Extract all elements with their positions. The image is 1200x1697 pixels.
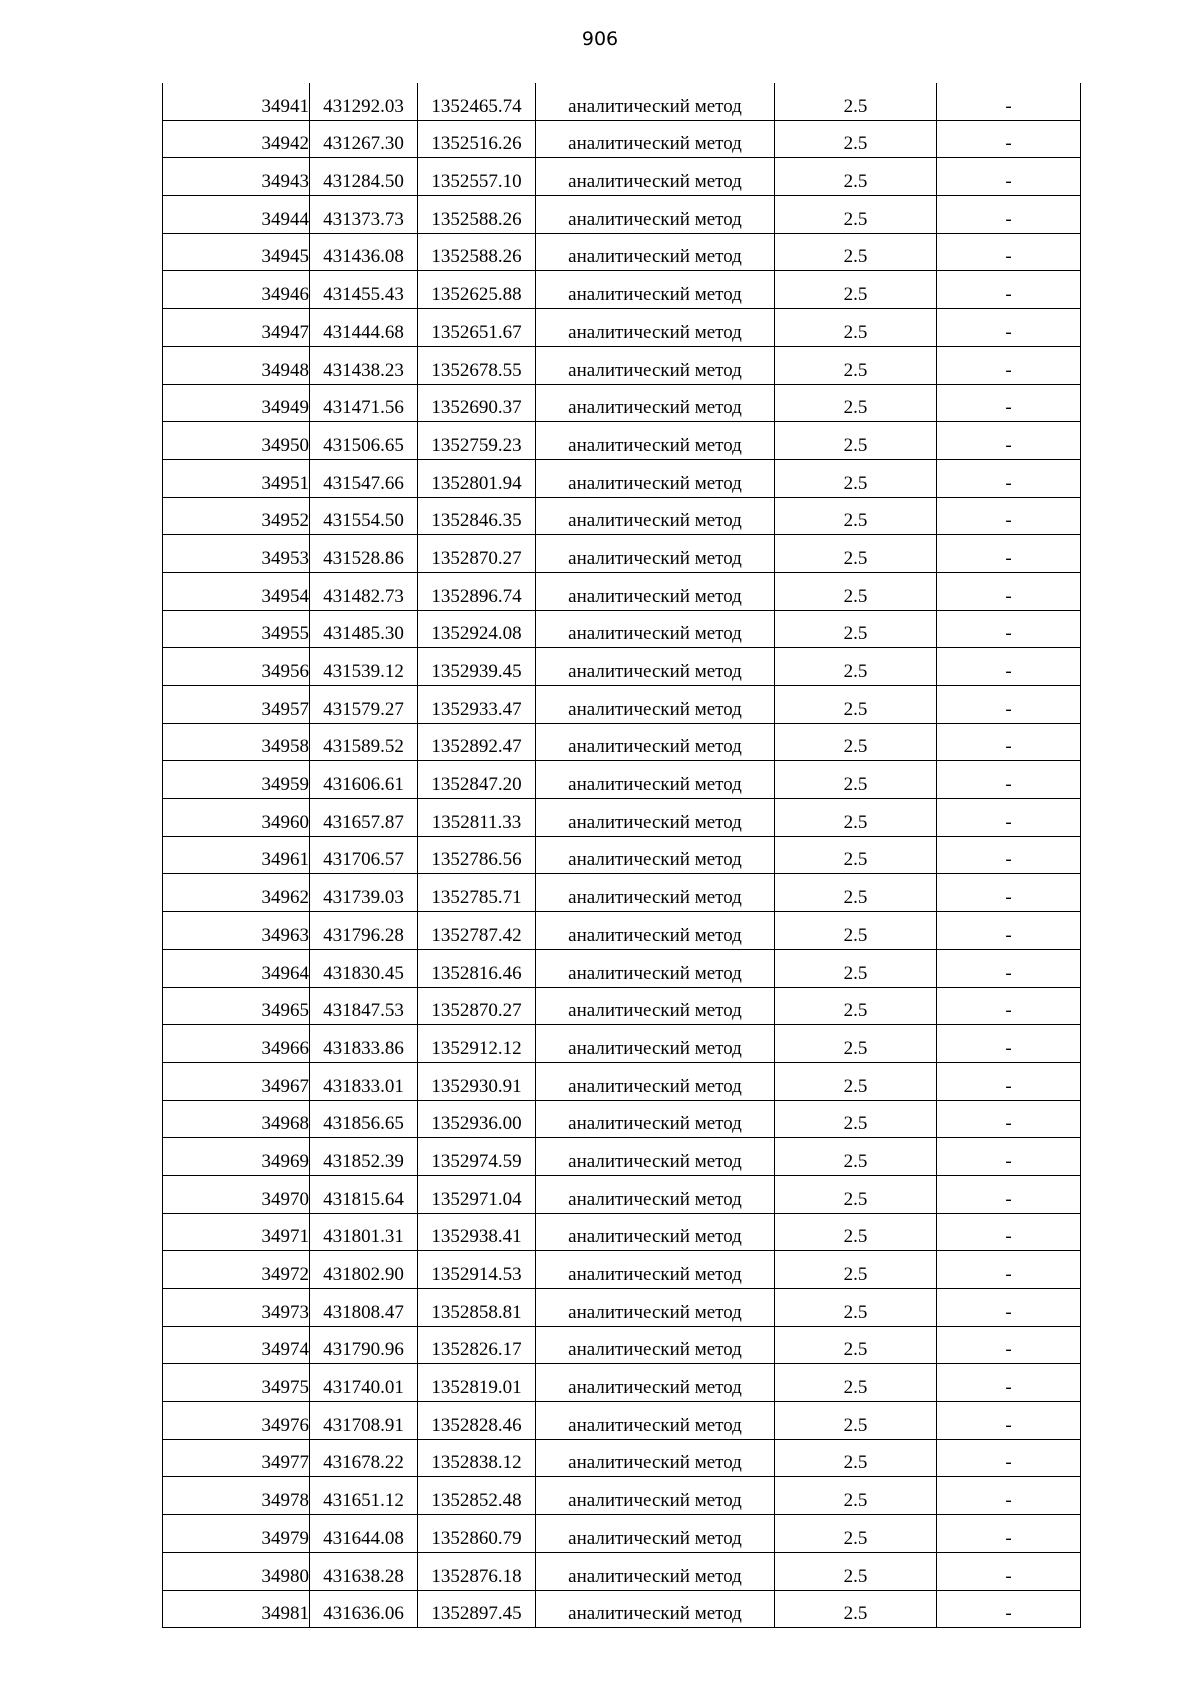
y-coordinate-cell: 1352759.23	[418, 422, 536, 460]
y-coordinate-cell: 1352465.74	[418, 83, 536, 120]
note-cell: -	[937, 1326, 1081, 1364]
point-number-cell: 34946	[163, 271, 310, 309]
y-coordinate-cell: 1352897.45	[418, 1590, 536, 1628]
note-cell: -	[937, 271, 1081, 309]
point-number-cell: 34976	[163, 1402, 310, 1440]
accuracy-cell: 2.5	[775, 1402, 937, 1440]
point-number-cell: 34953	[163, 535, 310, 573]
x-coordinate-cell: 431444.68	[310, 309, 418, 347]
table-row	[163, 1326, 1081, 1364]
y-coordinate-cell: 1352938.41	[418, 1213, 536, 1251]
y-coordinate-cell: 1352678.55	[418, 346, 536, 384]
x-coordinate-cell: 431579.27	[310, 686, 418, 724]
x-coordinate-cell: 431708.91	[310, 1402, 418, 1440]
accuracy-cell: 2.5	[775, 1289, 937, 1327]
x-coordinate-cell: 431638.28	[310, 1552, 418, 1590]
accuracy-cell: 2.5	[775, 1175, 937, 1213]
method-cell: аналитический метод	[536, 1402, 775, 1440]
y-coordinate-cell: 1352838.12	[418, 1439, 536, 1477]
table-row	[163, 459, 1081, 497]
x-coordinate-cell: 431506.65	[310, 422, 418, 460]
note-cell: -	[937, 346, 1081, 384]
table-row	[163, 1552, 1081, 1590]
x-coordinate-cell: 431436.08	[310, 233, 418, 271]
method-cell: аналитический метод	[536, 1515, 775, 1553]
page-number: 906	[581, 28, 619, 50]
x-coordinate-cell: 431706.57	[310, 836, 418, 874]
note-cell: -	[937, 309, 1081, 347]
method-cell: аналитический метод	[536, 1326, 775, 1364]
y-coordinate-cell: 1352974.59	[418, 1138, 536, 1176]
table-row	[163, 799, 1081, 837]
table-row	[163, 1213, 1081, 1251]
accuracy-cell: 2.5	[775, 535, 937, 573]
point-number-cell: 34954	[163, 572, 310, 610]
y-coordinate-cell: 1352930.91	[418, 1062, 536, 1100]
note-cell: -	[937, 422, 1081, 460]
note-cell: -	[937, 912, 1081, 950]
table-row	[163, 1025, 1081, 1063]
x-coordinate-cell: 431539.12	[310, 648, 418, 686]
method-cell: аналитический метод	[536, 1062, 775, 1100]
accuracy-cell: 2.5	[775, 761, 937, 799]
y-coordinate-cell: 1352816.46	[418, 949, 536, 987]
y-coordinate-cell: 1352971.04	[418, 1175, 536, 1213]
table-row	[163, 648, 1081, 686]
x-coordinate-cell: 431547.66	[310, 459, 418, 497]
coordinates-table	[162, 83, 1081, 1628]
accuracy-cell: 2.5	[775, 271, 937, 309]
method-cell: аналитический метод	[536, 686, 775, 724]
method-cell: аналитический метод	[536, 1213, 775, 1251]
y-coordinate-cell: 1352588.26	[418, 233, 536, 271]
point-number-cell: 34978	[163, 1477, 310, 1515]
x-coordinate-cell: 431847.53	[310, 987, 418, 1025]
x-coordinate-cell: 431644.08	[310, 1515, 418, 1553]
point-number-cell: 34966	[163, 1025, 310, 1063]
table-row	[163, 83, 1081, 120]
y-coordinate-cell: 1352936.00	[418, 1100, 536, 1138]
method-cell: аналитический метод	[536, 346, 775, 384]
note-cell: -	[937, 1402, 1081, 1440]
y-coordinate-cell: 1352933.47	[418, 686, 536, 724]
table-row	[163, 120, 1081, 158]
method-cell: аналитический метод	[536, 572, 775, 610]
accuracy-cell: 2.5	[775, 1515, 937, 1553]
y-coordinate-cell: 1352787.42	[418, 912, 536, 950]
point-number-cell: 34949	[163, 384, 310, 422]
table-row	[163, 535, 1081, 573]
note-cell: -	[937, 1100, 1081, 1138]
table-row	[163, 309, 1081, 347]
point-number-cell: 34980	[163, 1552, 310, 1590]
y-coordinate-cell: 1352801.94	[418, 459, 536, 497]
note-cell: -	[937, 572, 1081, 610]
x-coordinate-cell: 431482.73	[310, 572, 418, 610]
accuracy-cell: 2.5	[775, 1477, 937, 1515]
point-number-cell: 34947	[163, 309, 310, 347]
accuracy-cell: 2.5	[775, 572, 937, 610]
table-row	[163, 422, 1081, 460]
x-coordinate-cell: 431808.47	[310, 1289, 418, 1327]
point-number-cell: 34970	[163, 1175, 310, 1213]
x-coordinate-cell: 431589.52	[310, 723, 418, 761]
method-cell: аналитический метод	[536, 422, 775, 460]
point-number-cell: 34942	[163, 120, 310, 158]
point-number-cell: 34959	[163, 761, 310, 799]
x-coordinate-cell: 431856.65	[310, 1100, 418, 1138]
table-row	[163, 233, 1081, 271]
y-coordinate-cell: 1352896.74	[418, 572, 536, 610]
table-row	[163, 1590, 1081, 1628]
accuracy-cell: 2.5	[775, 1251, 937, 1289]
x-coordinate-cell: 431267.30	[310, 120, 418, 158]
table-row	[163, 912, 1081, 950]
table-row	[163, 1364, 1081, 1402]
y-coordinate-cell: 1352858.81	[418, 1289, 536, 1327]
note-cell: -	[937, 158, 1081, 196]
method-cell: аналитический метод	[536, 1025, 775, 1063]
method-cell: аналитический метод	[536, 535, 775, 573]
y-coordinate-cell: 1352516.26	[418, 120, 536, 158]
accuracy-cell: 2.5	[775, 459, 937, 497]
point-number-cell: 34943	[163, 158, 310, 196]
table-row	[163, 1402, 1081, 1440]
x-coordinate-cell: 431678.22	[310, 1439, 418, 1477]
accuracy-cell: 2.5	[775, 1552, 937, 1590]
y-coordinate-cell: 1352914.53	[418, 1251, 536, 1289]
y-coordinate-cell: 1352826.17	[418, 1326, 536, 1364]
note-cell: -	[937, 874, 1081, 912]
point-number-cell: 34963	[163, 912, 310, 950]
table-row	[163, 271, 1081, 309]
table-row	[163, 874, 1081, 912]
y-coordinate-cell: 1352939.45	[418, 648, 536, 686]
point-number-cell: 34968	[163, 1100, 310, 1138]
method-cell: аналитический метод	[536, 1138, 775, 1176]
method-cell: аналитический метод	[536, 949, 775, 987]
accuracy-cell: 2.5	[775, 120, 937, 158]
y-coordinate-cell: 1352828.46	[418, 1402, 536, 1440]
point-number-cell: 34951	[163, 459, 310, 497]
table-row	[163, 1138, 1081, 1176]
accuracy-cell: 2.5	[775, 912, 937, 950]
point-number-cell: 34957	[163, 686, 310, 724]
accuracy-cell: 2.5	[775, 1590, 937, 1628]
note-cell: -	[937, 1289, 1081, 1327]
x-coordinate-cell: 431606.61	[310, 761, 418, 799]
table-row	[163, 949, 1081, 987]
x-coordinate-cell: 431830.45	[310, 949, 418, 987]
accuracy-cell: 2.5	[775, 949, 937, 987]
y-coordinate-cell: 1352588.26	[418, 196, 536, 234]
note-cell: -	[937, 384, 1081, 422]
x-coordinate-cell: 431284.50	[310, 158, 418, 196]
x-coordinate-cell: 431852.39	[310, 1138, 418, 1176]
x-coordinate-cell: 431796.28	[310, 912, 418, 950]
y-coordinate-cell: 1352785.71	[418, 874, 536, 912]
point-number-cell: 34981	[163, 1590, 310, 1628]
point-number-cell: 34950	[163, 422, 310, 460]
note-cell: -	[937, 1515, 1081, 1553]
accuracy-cell: 2.5	[775, 799, 937, 837]
accuracy-cell: 2.5	[775, 648, 937, 686]
accuracy-cell: 2.5	[775, 309, 937, 347]
accuracy-cell: 2.5	[775, 83, 937, 120]
note-cell: -	[937, 1552, 1081, 1590]
table-row	[163, 723, 1081, 761]
y-coordinate-cell: 1352860.79	[418, 1515, 536, 1553]
table-row	[163, 1062, 1081, 1100]
note-cell: -	[937, 1477, 1081, 1515]
y-coordinate-cell: 1352852.48	[418, 1477, 536, 1515]
note-cell: -	[937, 1175, 1081, 1213]
note-cell: -	[937, 196, 1081, 234]
note-cell: -	[937, 1062, 1081, 1100]
method-cell: аналитический метод	[536, 233, 775, 271]
y-coordinate-cell: 1352892.47	[418, 723, 536, 761]
note-cell: -	[937, 987, 1081, 1025]
table-row	[163, 158, 1081, 196]
x-coordinate-cell: 431373.73	[310, 196, 418, 234]
point-number-cell: 34971	[163, 1213, 310, 1251]
y-coordinate-cell: 1352870.27	[418, 987, 536, 1025]
method-cell: аналитический метод	[536, 120, 775, 158]
x-coordinate-cell: 431636.06	[310, 1590, 418, 1628]
point-number-cell: 34941	[163, 83, 310, 120]
point-number-cell: 34955	[163, 610, 310, 648]
method-cell: аналитический метод	[536, 761, 775, 799]
x-coordinate-cell: 431485.30	[310, 610, 418, 648]
note-cell: -	[937, 497, 1081, 535]
note-cell: -	[937, 535, 1081, 573]
y-coordinate-cell: 1352924.08	[418, 610, 536, 648]
method-cell: аналитический метод	[536, 459, 775, 497]
table-row	[163, 1439, 1081, 1477]
accuracy-cell: 2.5	[775, 987, 937, 1025]
point-number-cell: 34945	[163, 233, 310, 271]
table-row	[163, 572, 1081, 610]
method-cell: аналитический метод	[536, 1289, 775, 1327]
accuracy-cell: 2.5	[775, 610, 937, 648]
x-coordinate-cell: 431651.12	[310, 1477, 418, 1515]
point-number-cell: 34960	[163, 799, 310, 837]
point-number-cell: 34958	[163, 723, 310, 761]
method-cell: аналитический метод	[536, 723, 775, 761]
note-cell: -	[937, 1364, 1081, 1402]
method-cell: аналитический метод	[536, 158, 775, 196]
table-row	[163, 196, 1081, 234]
point-number-cell: 34979	[163, 1515, 310, 1553]
y-coordinate-cell: 1352912.12	[418, 1025, 536, 1063]
note-cell: -	[937, 836, 1081, 874]
accuracy-cell: 2.5	[775, 1213, 937, 1251]
method-cell: аналитический метод	[536, 309, 775, 347]
x-coordinate-cell: 431801.31	[310, 1213, 418, 1251]
point-number-cell: 34948	[163, 346, 310, 384]
accuracy-cell: 2.5	[775, 196, 937, 234]
method-cell: аналитический метод	[536, 836, 775, 874]
y-coordinate-cell: 1352847.20	[418, 761, 536, 799]
point-number-cell: 34967	[163, 1062, 310, 1100]
method-cell: аналитический метод	[536, 1175, 775, 1213]
table-row	[163, 1100, 1081, 1138]
method-cell: аналитический метод	[536, 1552, 775, 1590]
table-row	[163, 1289, 1081, 1327]
y-coordinate-cell: 1352846.35	[418, 497, 536, 535]
accuracy-cell: 2.5	[775, 1062, 937, 1100]
x-coordinate-cell: 431740.01	[310, 1364, 418, 1402]
method-cell: аналитический метод	[536, 610, 775, 648]
x-coordinate-cell: 431815.64	[310, 1175, 418, 1213]
table-row	[163, 987, 1081, 1025]
point-number-cell: 34972	[163, 1251, 310, 1289]
y-coordinate-cell: 1352625.88	[418, 271, 536, 309]
x-coordinate-cell: 431790.96	[310, 1326, 418, 1364]
note-cell: -	[937, 233, 1081, 271]
table-row	[163, 1515, 1081, 1553]
method-cell: аналитический метод	[536, 874, 775, 912]
method-cell: аналитический метод	[536, 1439, 775, 1477]
table-row	[163, 836, 1081, 874]
table-row	[163, 686, 1081, 724]
note-cell: -	[937, 723, 1081, 761]
accuracy-cell: 2.5	[775, 686, 937, 724]
y-coordinate-cell: 1352557.10	[418, 158, 536, 196]
x-coordinate-cell: 431455.43	[310, 271, 418, 309]
method-cell: аналитический метод	[536, 987, 775, 1025]
note-cell: -	[937, 648, 1081, 686]
note-cell: -	[937, 1138, 1081, 1176]
method-cell: аналитический метод	[536, 799, 775, 837]
method-cell: аналитический метод	[536, 1251, 775, 1289]
method-cell: аналитический метод	[536, 196, 775, 234]
table-row	[163, 610, 1081, 648]
y-coordinate-cell: 1352651.67	[418, 309, 536, 347]
y-coordinate-cell: 1352870.27	[418, 535, 536, 573]
note-cell: -	[937, 949, 1081, 987]
x-coordinate-cell: 431438.23	[310, 346, 418, 384]
note-cell: -	[937, 1213, 1081, 1251]
point-number-cell: 34962	[163, 874, 310, 912]
accuracy-cell: 2.5	[775, 1439, 937, 1477]
accuracy-cell: 2.5	[775, 497, 937, 535]
note-cell: -	[937, 83, 1081, 120]
method-cell: аналитический метод	[536, 912, 775, 950]
method-cell: аналитический метод	[536, 83, 775, 120]
note-cell: -	[937, 120, 1081, 158]
note-cell: -	[937, 686, 1081, 724]
x-coordinate-cell: 431802.90	[310, 1251, 418, 1289]
accuracy-cell: 2.5	[775, 233, 937, 271]
x-coordinate-cell: 431833.01	[310, 1062, 418, 1100]
note-cell: -	[937, 459, 1081, 497]
point-number-cell: 34964	[163, 949, 310, 987]
note-cell: -	[937, 761, 1081, 799]
method-cell: аналитический метод	[536, 497, 775, 535]
y-coordinate-cell: 1352786.56	[418, 836, 536, 874]
point-number-cell: 34961	[163, 836, 310, 874]
accuracy-cell: 2.5	[775, 1025, 937, 1063]
method-cell: аналитический метод	[536, 1590, 775, 1628]
note-cell: -	[937, 1439, 1081, 1477]
accuracy-cell: 2.5	[775, 1100, 937, 1138]
table-row	[163, 1477, 1081, 1515]
y-coordinate-cell: 1352876.18	[418, 1552, 536, 1590]
accuracy-cell: 2.5	[775, 723, 937, 761]
accuracy-cell: 2.5	[775, 346, 937, 384]
method-cell: аналитический метод	[536, 1100, 775, 1138]
note-cell: -	[937, 799, 1081, 837]
accuracy-cell: 2.5	[775, 874, 937, 912]
x-coordinate-cell: 431739.03	[310, 874, 418, 912]
point-number-cell: 34975	[163, 1364, 310, 1402]
x-coordinate-cell: 431554.50	[310, 497, 418, 535]
x-coordinate-cell: 431657.87	[310, 799, 418, 837]
table-row	[163, 384, 1081, 422]
accuracy-cell: 2.5	[775, 1326, 937, 1364]
note-cell: -	[937, 1025, 1081, 1063]
table-row	[163, 1175, 1081, 1213]
y-coordinate-cell: 1352690.37	[418, 384, 536, 422]
table-body	[163, 83, 1081, 1628]
method-cell: аналитический метод	[536, 271, 775, 309]
accuracy-cell: 2.5	[775, 836, 937, 874]
point-number-cell: 34944	[163, 196, 310, 234]
x-coordinate-cell: 431528.86	[310, 535, 418, 573]
point-number-cell: 34952	[163, 497, 310, 535]
point-number-cell: 34974	[163, 1326, 310, 1364]
point-number-cell: 34956	[163, 648, 310, 686]
accuracy-cell: 2.5	[775, 158, 937, 196]
point-number-cell: 34973	[163, 1289, 310, 1327]
method-cell: аналитический метод	[536, 1364, 775, 1402]
note-cell: -	[937, 1590, 1081, 1628]
accuracy-cell: 2.5	[775, 1364, 937, 1402]
note-cell: -	[937, 1251, 1081, 1289]
note-cell: -	[937, 610, 1081, 648]
x-coordinate-cell: 431833.86	[310, 1025, 418, 1063]
point-number-cell: 34969	[163, 1138, 310, 1176]
y-coordinate-cell: 1352811.33	[418, 799, 536, 837]
y-coordinate-cell: 1352819.01	[418, 1364, 536, 1402]
accuracy-cell: 2.5	[775, 1138, 937, 1176]
x-coordinate-cell: 431471.56	[310, 384, 418, 422]
method-cell: аналитический метод	[536, 648, 775, 686]
table-row	[163, 346, 1081, 384]
accuracy-cell: 2.5	[775, 422, 937, 460]
x-coordinate-cell: 431292.03	[310, 83, 418, 120]
point-number-cell: 34965	[163, 987, 310, 1025]
point-number-cell: 34977	[163, 1439, 310, 1477]
table-row	[163, 761, 1081, 799]
accuracy-cell: 2.5	[775, 384, 937, 422]
table-row	[163, 1251, 1081, 1289]
method-cell: аналитический метод	[536, 384, 775, 422]
table-row	[163, 497, 1081, 535]
method-cell: аналитический метод	[536, 1477, 775, 1515]
